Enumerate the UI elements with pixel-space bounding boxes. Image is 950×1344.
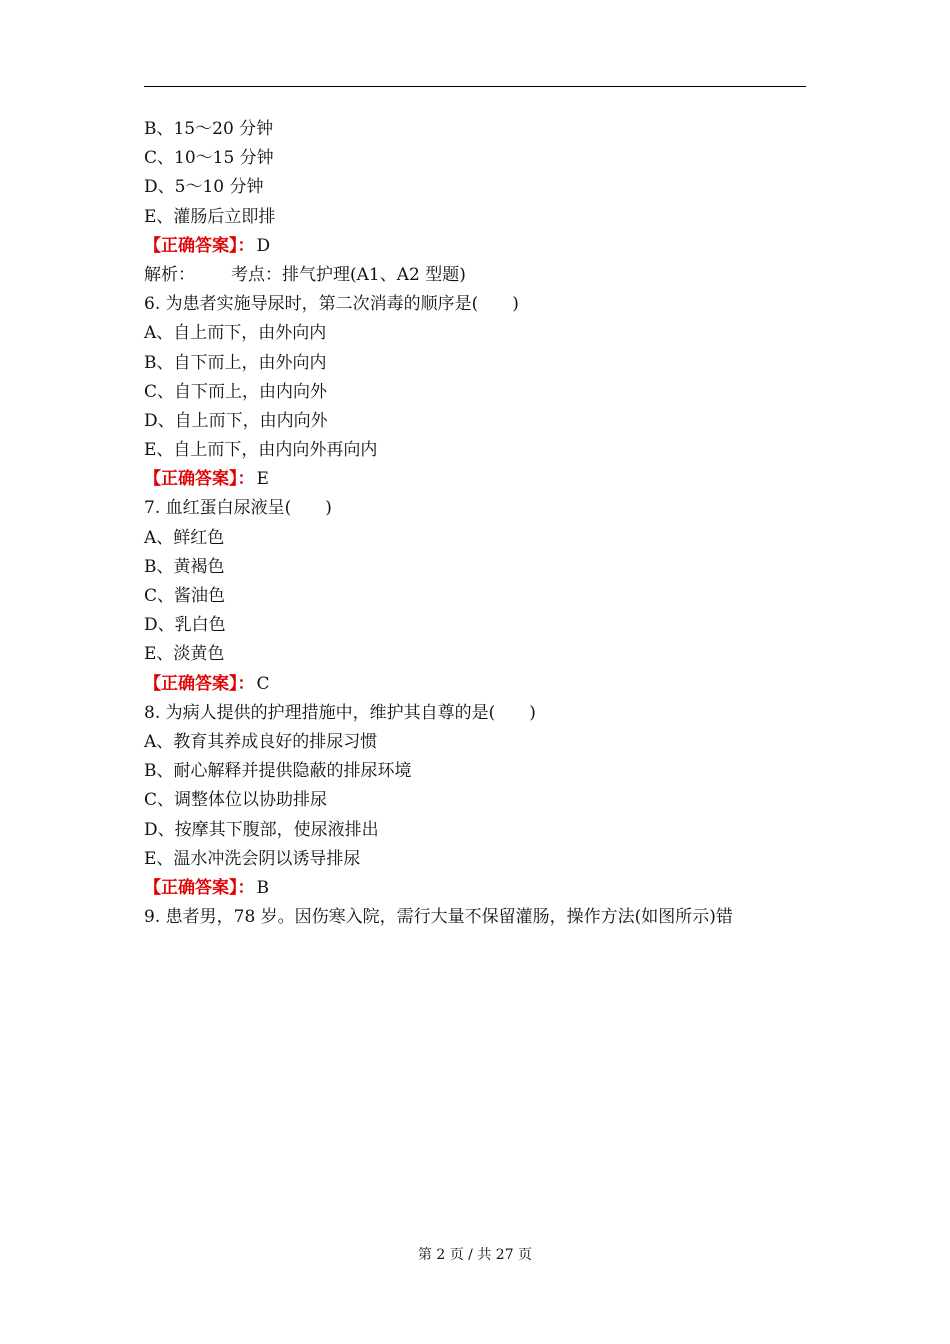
- q6-option-e: E、自上而下，由内向外再向内: [144, 440, 378, 461]
- page-content: [144, 115, 806, 932]
- q5-option-b: B、15～20 分钟: [144, 119, 274, 139]
- q7-option-b: B、黄褐色: [144, 556, 225, 577]
- q5-option-c: C、10～15 分钟: [144, 148, 274, 169]
- header-rule: [144, 86, 806, 87]
- q8-option-a: A、教育其养成良好的排尿习惯: [144, 731, 378, 752]
- answer-label: 【正确答案】：: [144, 469, 255, 490]
- q8-stem: 8. 为病人提供的护理措施中，维护其自尊的是( ): [144, 702, 536, 723]
- answer-label: 【正确答案】：: [144, 235, 255, 256]
- answer-label: 【正确答案】：: [144, 877, 255, 898]
- q6-option-d: D、自上而下，由内向外: [144, 410, 328, 431]
- q8-option-b: B、耐心解释并提供隐蔽的排尿环境: [144, 761, 412, 782]
- q7-stem: 7. 血红蛋白尿液呈( ): [144, 498, 332, 519]
- q5-option-e: E、灌肠后立即排: [144, 206, 276, 227]
- q5-answer-line: [144, 232, 806, 261]
- q6-option-a: A、自上而下，由外向内: [144, 323, 327, 344]
- q6-answer-value: E: [256, 469, 269, 490]
- analysis-text: 考点：排气护理(A1、A2 型题): [231, 264, 466, 285]
- q8-option-c: C、调整体位以协助排尿: [144, 790, 328, 811]
- q7-answer-value: C: [256, 673, 270, 694]
- answer-label: 【正确答案】：: [144, 673, 255, 694]
- page-footer: 第 2 页 / 共 27 页: [417, 1247, 533, 1263]
- analysis-label: 解析：: [144, 264, 195, 285]
- q5-option-d: D、5～10 分钟: [144, 177, 264, 198]
- q7-option-a: A、鲜红色: [144, 527, 225, 548]
- q8-option-e: E、温水冲洗会阴以诱导排尿: [144, 848, 361, 869]
- q9-stem: 9. 患者男，78 岁。因伤寒入院，需行大量不保留灌肠，操作方法(如图所示)错: [144, 907, 733, 928]
- q7-option-e: E、淡黄色: [144, 644, 225, 665]
- q5-answer-value: D: [256, 235, 271, 256]
- q7-option-c: C、酱油色: [144, 586, 226, 606]
- q6-stem: 6. 为患者实施导尿时，第二次消毒的顺序是( ): [144, 294, 519, 315]
- q8-option-d: D、按摩其下腹部，使尿液排出: [144, 819, 379, 840]
- q6-option-b: B、自下而上，由外向内: [144, 352, 327, 373]
- q8-answer-line: [144, 874, 806, 903]
- q6-option-c: C、自下而上，由内向外: [144, 381, 328, 402]
- analysis-line: [144, 261, 806, 290]
- q6-answer-line: [144, 465, 806, 494]
- q8-answer-value: B: [256, 877, 269, 898]
- q7-answer-line: [144, 670, 806, 699]
- q7-option-d: D、乳白色: [144, 615, 226, 636]
